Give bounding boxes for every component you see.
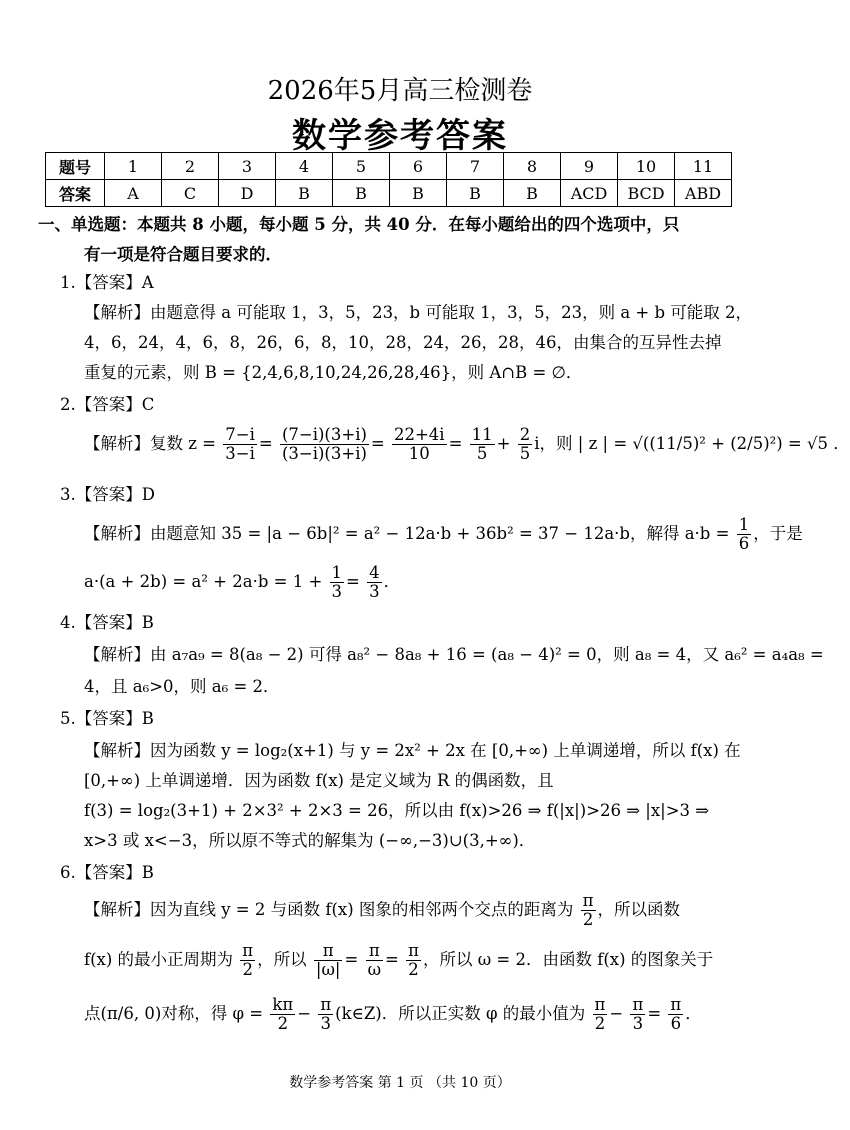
q3-text-1b: ，于是 <box>753 524 803 543</box>
question-number: 5 <box>333 153 390 180</box>
q6-explanation-line2: f(x) 的最小正周期为 $\frac{\pi}{2}$ ，所以 $\frac{\pi}{|\omega|}$ = $\frac{\pi}{\omega}$ = $\frac{\pi}{2}$ ，所以 ω = 2．由函数 f(x) 的图象关于 <box>84 941 714 979</box>
q2-answer: 2.【答案】C <box>60 395 155 414</box>
q3-fraction-1: $\frac{1}{6}$ <box>738 515 750 553</box>
q3-text-2: a·(a + 2b) = a² + 2a·b = 1 + <box>84 572 323 591</box>
q1-answer: 1.【答案】A <box>60 273 154 292</box>
answer-cell: BCD <box>618 180 675 207</box>
q3-explanation-line2: a·(a + 2b) = a² + 2a·b = 1 + $\frac{1}{3}$ = $\frac{4}{3}$ ． <box>84 563 401 601</box>
question-number: 8 <box>504 153 561 180</box>
q2-text-b: i，则 | z | = √((11/5)² + (2/5)²) = √5 ． <box>534 434 850 453</box>
q6-explanation-line3: 点(π/6, 0)对称，得 φ = $\frac{k\pi}{2}$ − $\frac{\pi}{3}$ (k∈Z)．所以正实数 φ 的最小值为 $\frac{\pi}{2}$ − $\frac{\pi}{3}$ = $\frac{\pi}{6}$ ． <box>84 995 702 1033</box>
q3-text-1: 【解析】由题意知 35 = |a − 6b|² = a² − 12a·b + 36b² = 37 − 12a·b，解得 a·b = <box>84 524 730 543</box>
section-heading <box>38 210 768 270</box>
q6-text-3a: 点 <box>84 1004 101 1023</box>
q5-explanation-line3: f(3) = log₂(3+1) + 2×3² + 2×3 = 26，所以由 f(x)>26 ⇒ f(|x|)>26 ⇒ |x|>3 ⇒ <box>84 801 710 820</box>
q6-fraction-pi-over-3: $\frac{\pi}{3}$ <box>320 995 332 1033</box>
q2-fraction-5: $\frac{2}{5}$ <box>519 425 531 463</box>
question-number: 2 <box>162 153 219 180</box>
question-number: 11 <box>675 153 732 180</box>
section-heading-line1: 一、单选题：本题共 8 小题，每小题 5 分，共 40 分．在每小题给出的四个选项中，只 <box>38 215 680 234</box>
q2-text-a: 【解析】复数 z = <box>84 434 217 453</box>
q4-explanation-line2: 4，且 a₆>0，则 a₆ = 2． <box>84 677 280 696</box>
q3-fraction-3: $\frac{4}{3}$ <box>369 563 380 601</box>
section-heading-line2: 有一项是符合题目要求的． <box>84 245 282 264</box>
q6-answer: 6.【答案】B <box>60 863 154 882</box>
q5-explanation-line2: [0,+∞) 上单调递增．因为函数 f(x) 是定义域为 R 的偶函数，且 <box>84 771 554 790</box>
q5-explanation-line1: 【解析】因为函数 y = log₂(x+1) 与 y = 2x² + 2x 在 [0,+∞) 上单调递增，所以 f(x) 在 <box>84 741 741 760</box>
q3-explanation-line1 <box>84 514 803 554</box>
question-number: 4 <box>276 153 333 180</box>
q6-text-3d: ． <box>685 1004 702 1023</box>
answer-table <box>45 152 732 207</box>
page-footer: 数学参考答案 第 1 页 （共 10 页） <box>289 1075 511 1091</box>
q6-text-2c: ，所以 ω = 2．由函数 f(x) 的图象关于 <box>422 950 714 969</box>
q6-text-3b: 对称，得 φ = <box>161 1004 264 1023</box>
q6-fraction-min-a: $\frac{\pi}{2}$ <box>594 995 606 1033</box>
question-number: 7 <box>447 153 504 180</box>
row-label-answer: 答案 <box>46 180 105 207</box>
answer-cell: B <box>333 180 390 207</box>
q1-explanation-line2: 4，6，24，4，6，8，26，6，8，10，28，24，26，28，46，由集合的互异性去掉 <box>84 333 722 352</box>
answer-cell: A <box>105 180 162 207</box>
q3-text-2b: ． <box>383 572 401 591</box>
q6-text-1a: 【解析】因为直线 y = 2 与函数 f(x) 图象的相邻两个交点的距离为 <box>84 900 574 919</box>
question-number: 3 <box>219 153 276 180</box>
answer-cell: B <box>504 180 561 207</box>
q2-fraction-1: $\frac{7-i}{3-i}$ <box>225 425 255 463</box>
answer-cell: C <box>162 180 219 207</box>
q1-explanation-line1: 【解析】由题意得 a 可能取 1，3，5，23，b 可能取 1，3，5，23，则 a + b 可能取 2， <box>84 303 753 322</box>
exam-title: 2026年5月高三检测卷 <box>267 76 533 106</box>
answer-table-answer-row <box>46 180 732 207</box>
answer-key-title: 数学参考答案 <box>292 116 508 156</box>
q6-fraction-min-c: $\frac{\pi}{6}$ <box>670 995 682 1033</box>
row-label-number: 题号 <box>46 153 105 180</box>
q6-fraction-pi-over-omega: $\frac{\pi}{\omega}$ <box>367 941 382 979</box>
q2-explanation: 【解析】复数 z = $\frac{7-i}{3-i}$ = $\frac{(7-i)(3+i)}{(3-i)(3+i)}$ = $\frac{22+4i}{10}$ = $\frac{11}{5}$ + $\frac{2}{5}$ i，则 | z | = √((11/5)² + (2/5)²) = √5 ． <box>84 425 850 463</box>
answer-cell: D <box>219 180 276 207</box>
q6-fraction-kpi-over-2: $\frac{k\pi}{2}$ <box>272 995 294 1033</box>
answer-cell: B <box>447 180 504 207</box>
q1-explanation-line3: 重复的元素，则 B = {2,4,6,8,10,24,26,28,46}，则 A∩B = ∅． <box>84 363 583 382</box>
q6-explanation-line1 <box>84 890 774 930</box>
q6-fraction-pi-over-2: $\frac{\pi}{2}$ <box>582 891 594 929</box>
answer-cell: B <box>390 180 447 207</box>
q6-text-2b: ，所以 <box>257 950 307 969</box>
q4-answer: 4.【答案】B <box>60 613 154 632</box>
answer-cell: ABD <box>675 180 732 207</box>
question-number: 10 <box>618 153 675 180</box>
q2-fraction-2: $\frac{(7-i)(3+i)}{(3-i)(3+i)}$ <box>281 425 367 463</box>
q3-answer: 3.【答案】D <box>60 485 155 504</box>
q6-fraction-period: $\frac{\pi}{2}$ <box>242 941 254 979</box>
question-number: 9 <box>561 153 618 180</box>
q5-answer: 5.【答案】B <box>60 709 154 728</box>
q6-point: (π/6, 0) <box>100 1004 162 1023</box>
question-number: 6 <box>390 153 447 180</box>
q6-fraction-pi-over-2b: $\frac{\pi}{2}$ <box>408 941 419 979</box>
q4-explanation-line1: 【解析】由 a₇a₉ = 8(a₈ − 2) 可得 a₈² − 8a₈ + 16 = (a₈ − 4)² = 0，则 a₈ = 4，又 a₆² = a₄a₈ = <box>84 645 824 664</box>
q5-explanation-line4: x>3 或 x<−3，所以原不等式的解集为 (−∞,−3)∪(3,+∞)． <box>84 831 536 850</box>
q3-fraction-2: $\frac{1}{3}$ <box>331 563 343 601</box>
q2-fraction-4: $\frac{11}{5}$ <box>471 425 493 463</box>
answer-cell: B <box>276 180 333 207</box>
q6-text-1b: ，所以函数 <box>597 900 681 919</box>
q2-fraction-3: $\frac{22+4i}{10}$ <box>393 425 445 463</box>
question-number: 1 <box>105 153 162 180</box>
q6-text-3c: (k∈Z)．所以正实数 φ 的最小值为 <box>335 1004 586 1023</box>
q6-fraction-min-b: $\frac{\pi}{3}$ <box>632 995 644 1033</box>
answer-table-number-row <box>46 153 732 180</box>
q6-text-2a: f(x) 的最小正周期为 <box>84 950 234 969</box>
answer-cell: ACD <box>561 180 618 207</box>
q6-fraction-pi-over-abs-omega: $\frac{\pi}{|\omega|}$ <box>315 941 341 979</box>
